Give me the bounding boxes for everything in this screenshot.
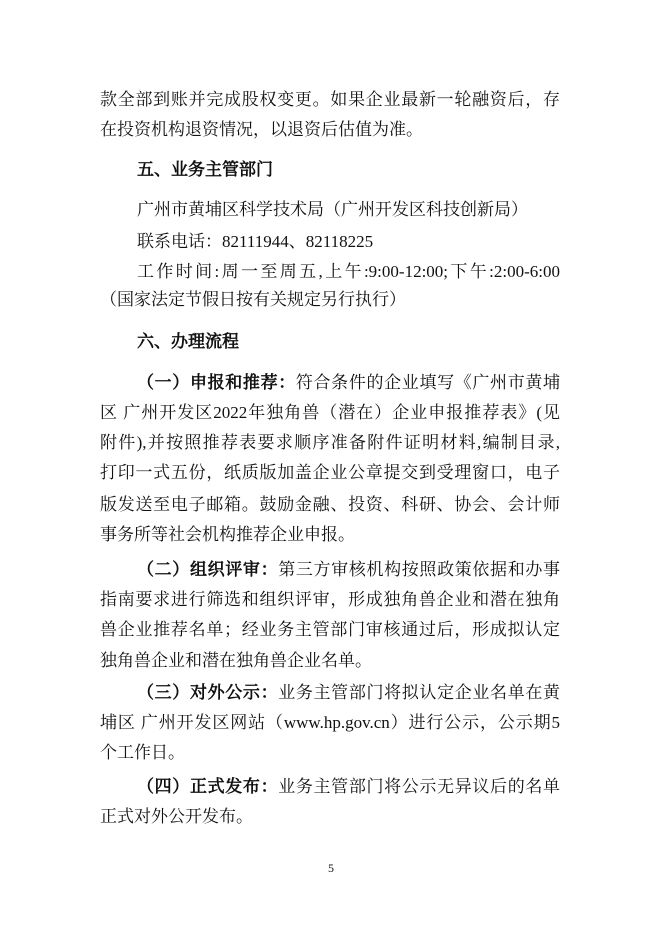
intro-line: 在投资机构退资情况，以退资后估值为准。: [100, 120, 423, 139]
office-hours: 工作时间:周一至周五,上午:9:00-12:00;下午:2:00-6:00: [137, 262, 560, 281]
step-line: [137, 558, 560, 582]
step-line: 打印一式五份，纸质版加盖企业公章提交到受理窗口，电子: [100, 463, 560, 482]
department-name: 广州市黄埔区科学技术局（广州开发区科技创新局）: [137, 200, 528, 219]
step-line: 附件),并按照推荐表要求顺序准备附件证明材料,编制目录,: [100, 433, 560, 452]
step-text: 业务主管部门将拟认定企业名单在黄: [278, 683, 561, 702]
step-text: 符合条件的企业填写《广州市黄埔: [295, 373, 561, 392]
step-label: （二）组织评审：: [137, 560, 279, 579]
step-line: 指南要求进行筛选和组织评审，形成独角兽企业和潜在独角: [100, 590, 560, 609]
step-line: 事务所等社会机构推荐企业申报。: [100, 525, 355, 544]
section-heading-department: 五、业务主管部门: [137, 160, 273, 180]
step-line: 埔区 广州开发区网站（www.hp.gov.cn）进行公示，公示期5: [100, 713, 560, 732]
step-line: [137, 371, 560, 395]
holiday-note: （国家法定节假日按有关规定另行执行）: [100, 290, 406, 309]
page-number: 5: [328, 861, 334, 875]
step-line: 正式对外公开发布。: [100, 807, 253, 826]
section-heading-procedure: 六、办理流程: [137, 332, 239, 352]
step-line: [137, 681, 560, 705]
contact-phone: 联系电话：82111944、82118225: [137, 232, 374, 251]
step-line: 独角兽企业和潜在独角兽企业名单。: [100, 651, 372, 670]
step-line: 版发送至电子邮箱。鼓励金融、投资、科研、协会、会计师: [100, 495, 560, 514]
step-label: （三）对外公示：: [137, 683, 279, 702]
step-text: 业务主管部门将公示无异议后的名单: [278, 777, 561, 796]
step-line: 兽企业推荐名单；经业务主管部门审核通过后，形成拟认定: [100, 620, 560, 639]
step-label: （四）正式发布：: [137, 777, 279, 796]
step-label: （一）申报和推荐：: [137, 373, 296, 392]
intro-line: 款全部到账并完成股权变更。如果企业最新一轮融资后，存: [100, 90, 560, 109]
step-line: 个工作日。: [100, 743, 185, 762]
step-text: 第三方审核机构按照政策依据和办事: [278, 560, 561, 579]
step-line: [137, 775, 560, 799]
step-line: 区 广州开发区2022年独角兽（潜在）企业申报推荐表》(见: [100, 403, 560, 422]
